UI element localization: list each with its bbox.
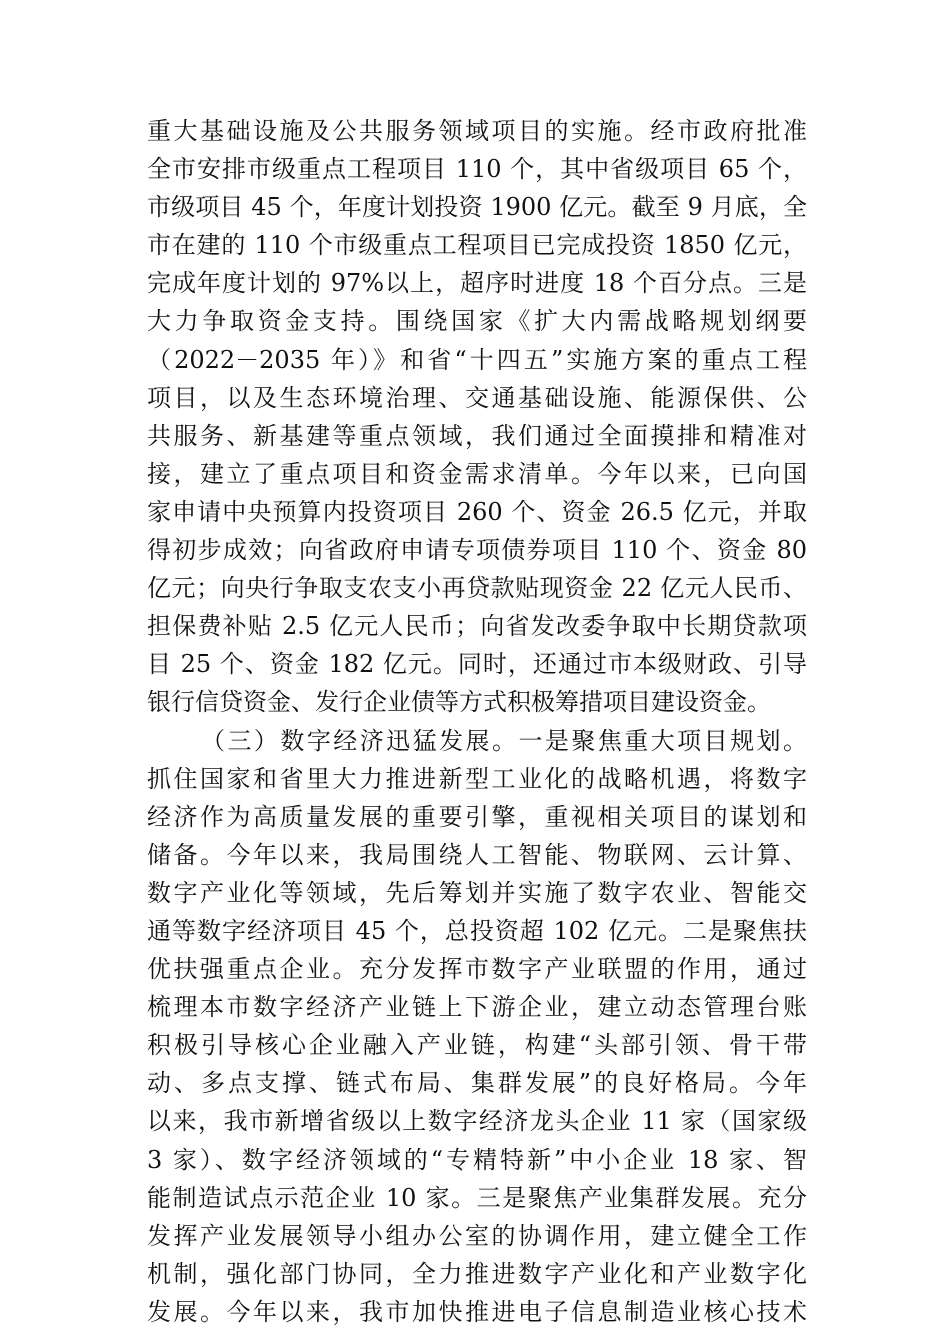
text-line: 亿元；向央行争取支农支小再贷款贴现资金 22 亿元人民币、 — [147, 574, 807, 603]
text-line: 完成年度计划的 97%以上，超序时进度 18 个百分点。三是 — [147, 269, 807, 298]
text-line: 储备。今年以来，我局围绕人工智能、物联网、云计算、 — [147, 840, 807, 869]
text-line: 动、多点支撑、链式布局、集群发展”的良好格局。今年 — [147, 1069, 807, 1098]
text-line: 优扶强重点企业。充分发挥市数字产业联盟的作用，通过 — [147, 955, 807, 984]
text-line: 通等数字经济项目 45 个，总投资超 102 亿元。二是聚焦扶 — [147, 916, 807, 945]
text-line: 3 家）、数字经济领域的“专精特新”中小企业 18 家、智 — [147, 1145, 807, 1174]
paragraph-end-line: 银行信贷资金、发行企业债等方式积极筹措项目建设资金。 — [147, 688, 771, 717]
text-line: 数字产业化等领域，先后筹划并实施了数字农业、智能交 — [147, 878, 807, 907]
text-line: 重大基础设施及公共服务领域项目的实施。经市政府批准 — [147, 117, 807, 145]
text-line: 目 25 个、资金 182 亿元。同时，还通过市本级财政、引导 — [147, 650, 807, 679]
text-line: 抓住国家和省里大力推进新型工业化的战略机遇，将数字 — [147, 764, 807, 793]
text-line: 市级项目 45 个，年度计划投资 1900 亿元。截至 9 月底，全 — [147, 193, 807, 222]
text-line: 市在建的 110 个市级重点工程项目已完成投资 1850 亿元， — [147, 231, 807, 260]
text-line: 得初步成效；向省政府申请专项债券项目 110 个、资金 80 — [147, 536, 807, 565]
text-line: 全市安排市级重点工程项目 110 个，其中省级项目 65 个， — [147, 155, 807, 184]
section-heading-line: （三）数字经济迅猛发展。一是聚焦重大项目规划。 — [201, 726, 807, 755]
text-line: 家申请中央预算内投资项目 260 个、资金 26.5 亿元，并取 — [147, 497, 807, 526]
document-body — [147, 112, 807, 1331]
text-line: 机制，强化部门协同，全力推进数字产业化和产业数字化 — [147, 1259, 807, 1288]
text-line: 大力争取资金支持。围绕国家《扩大内需战略规划纲要 — [147, 307, 807, 336]
text-line: 梳理本市数字经济产业链上下游企业，建立动态管理台账 — [147, 993, 807, 1022]
text-line: （2022－2035 年）》和省“十四五”实施方案的重点工程 — [147, 345, 807, 374]
text-line: 积极引导核心企业融入产业链，构建“头部引领、骨干带 — [147, 1031, 807, 1060]
text-line: 发展。今年以来，我市加快推进电子信息制造业核心技术 — [147, 1297, 807, 1326]
text-line: 担保费补贴 2.5 亿元人民币；向省发改委争取中长期贷款项 — [147, 612, 807, 641]
text-line: 发挥产业发展领导小组办公室的协调作用，建立健全工作 — [147, 1221, 807, 1250]
text-line: 项目，以及生态环境治理、交通基础设施、能源保供、公 — [147, 383, 807, 412]
text-line: 共服务、新基建等重点领域，我们通过全面摸排和精准对 — [147, 421, 807, 450]
text-line: 接，建立了重点项目和资金需求清单。今年以来，已向国 — [147, 459, 807, 488]
text-line: 以来，我市新增省级以上数字经济龙头企业 11 家（国家级 — [147, 1107, 807, 1136]
text-line: 经济作为高质量发展的重要引擎，重视相关项目的谋划和 — [147, 802, 807, 831]
text-line: 能制造试点示范企业 10 家。三是聚焦产业集群发展。充分 — [147, 1183, 807, 1212]
